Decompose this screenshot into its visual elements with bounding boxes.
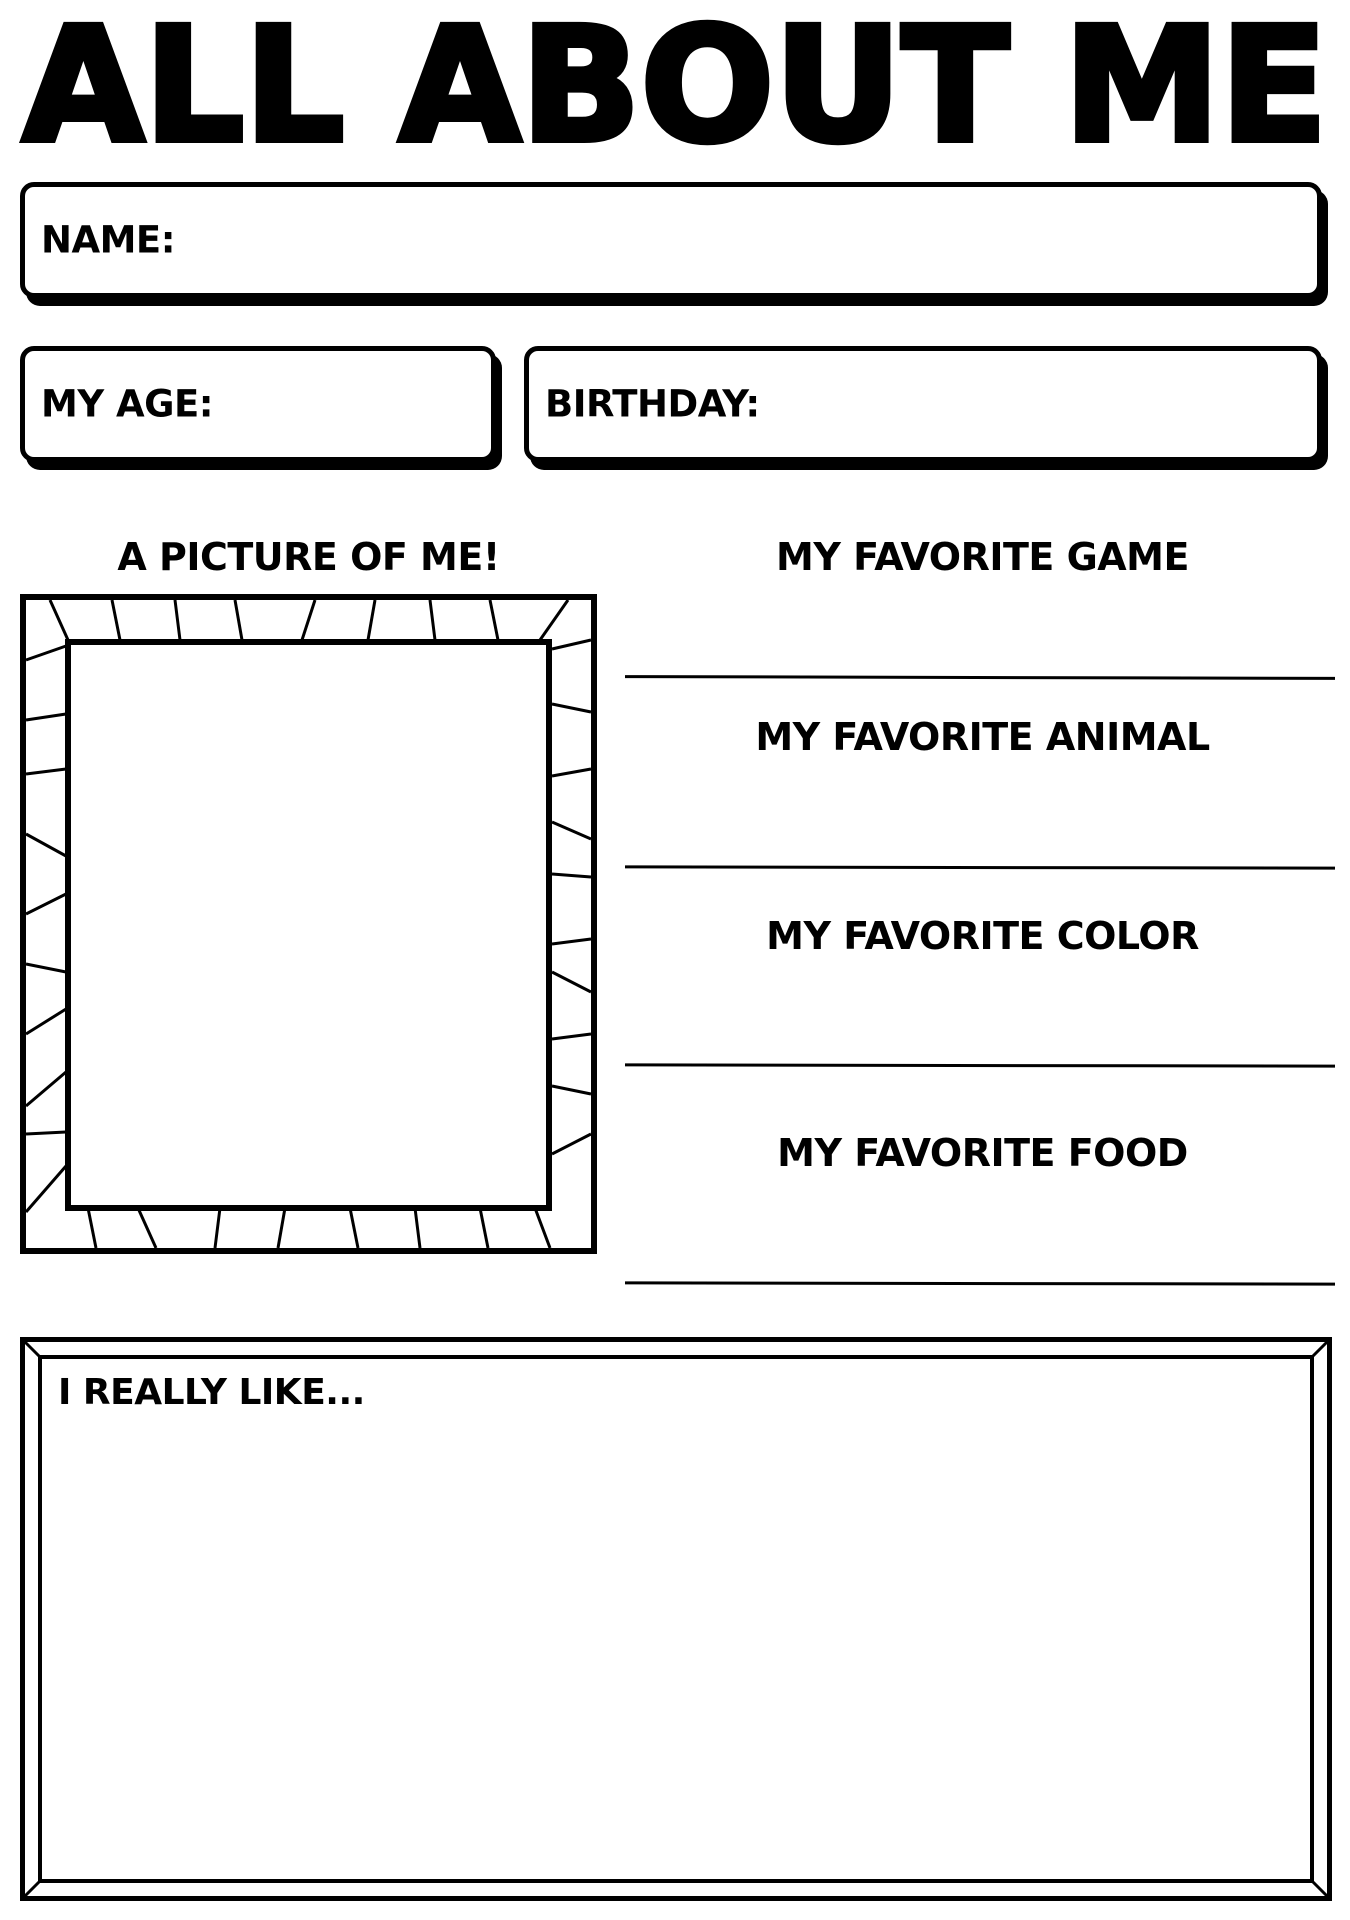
birthday-field[interactable]: [524, 346, 1322, 462]
favorite-food-line[interactable]: [625, 1281, 1335, 1285]
favorite-animal-label: MY FAVORITE ANIMAL: [755, 715, 1210, 759]
likes-box[interactable]: [20, 1337, 1332, 1901]
name-label: NAME:: [41, 218, 175, 262]
picture-label: A PICTURE OF ME!: [117, 535, 500, 579]
page-title-text: ALL ABOUT ME: [22, 8, 1328, 158]
favorite-animal-line[interactable]: [625, 865, 1335, 869]
name-field[interactable]: [20, 182, 1322, 298]
likes-label: I REALLY LIKE...: [58, 1372, 365, 1413]
page-title: [0, 8, 1350, 158]
age-field[interactable]: [20, 346, 496, 462]
birthday-label: BIRTHDAY:: [545, 382, 760, 426]
favorite-game-line[interactable]: [625, 675, 1335, 680]
favorite-color-line[interactable]: [625, 1063, 1335, 1067]
favorite-game-label: MY FAVORITE GAME: [776, 535, 1189, 579]
favorite-food-label: MY FAVORITE FOOD: [777, 1131, 1188, 1175]
favorite-color-label: MY FAVORITE COLOR: [766, 914, 1199, 958]
age-label: MY AGE:: [41, 382, 214, 426]
picture-frame[interactable]: [20, 594, 597, 1254]
